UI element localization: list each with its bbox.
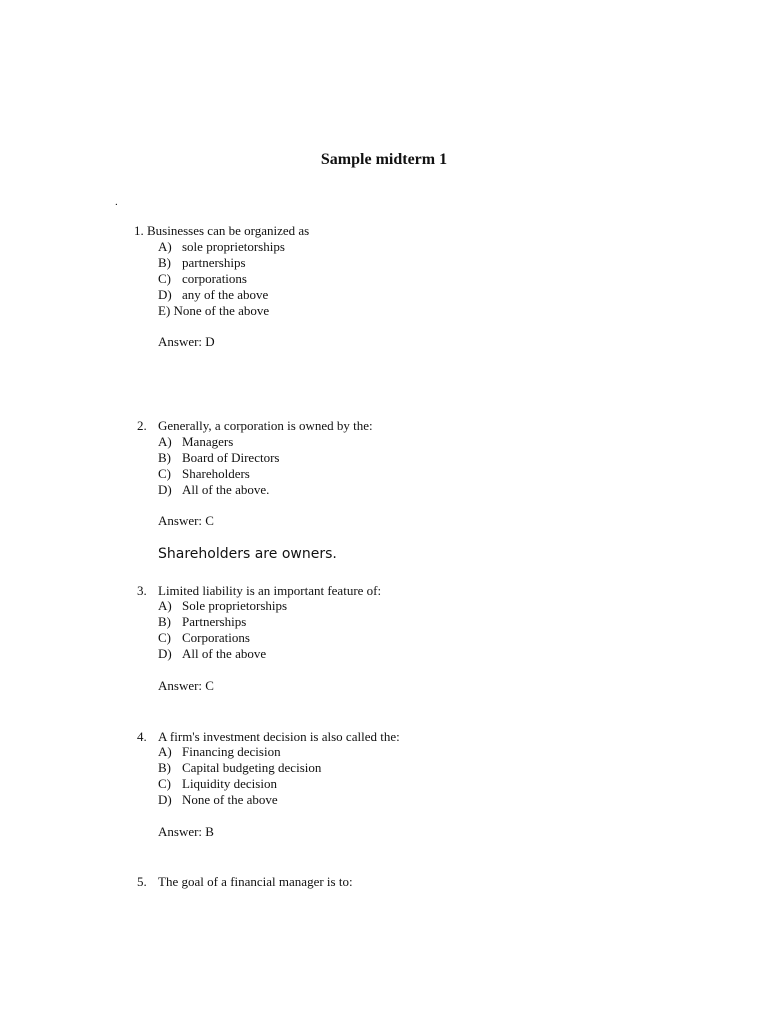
option-a <box>158 434 233 450</box>
option-letter: B) <box>158 450 171 465</box>
question-2-line <box>137 418 373 434</box>
option-text: partnerships <box>182 255 246 270</box>
question-number: 5. <box>137 874 147 889</box>
question-number: 1. <box>134 223 144 238</box>
option-c <box>158 271 247 287</box>
answer: Answer: C <box>158 678 214 693</box>
stray-mark: . <box>115 196 118 208</box>
option-letter: B) <box>158 614 171 629</box>
option-letter: A) <box>158 744 172 759</box>
option-e: E) None of the above <box>158 303 270 318</box>
option-text: Shareholders <box>182 466 250 481</box>
option-letter: B) <box>158 255 171 270</box>
option-d <box>158 646 266 662</box>
option-text: All of the above <box>182 646 267 661</box>
option-letter: A) <box>158 239 172 254</box>
option-letter: D) <box>158 287 172 302</box>
question-text: Businesses can be organized as <box>147 223 310 238</box>
option-a <box>158 239 285 255</box>
question-text: Generally, a corporation is owned by the: <box>158 418 373 433</box>
option-b <box>158 255 246 271</box>
option-letter: B) <box>158 760 171 775</box>
option-d <box>158 482 269 498</box>
option-text: any of the above <box>182 287 269 302</box>
question-text: Limited liability is an important feature of: <box>158 583 382 598</box>
option-d <box>158 792 278 808</box>
option-a <box>158 744 281 760</box>
option-text: Capital budgeting decision <box>182 760 322 775</box>
option-letter: C) <box>158 271 171 286</box>
page-title: Sample midterm 1 <box>320 151 448 168</box>
question-number: 3. <box>137 583 147 598</box>
option-letter: A) <box>158 598 172 613</box>
option-letter: D) <box>158 646 172 661</box>
option-text: Financing decision <box>182 744 281 759</box>
option-letter: D) <box>158 792 172 807</box>
option-text: All of the above. <box>182 482 270 497</box>
question-text: The goal of a financial manager is to: <box>158 874 353 889</box>
answer: Answer: B <box>158 824 214 839</box>
option-text: Liquidity decision <box>182 776 277 791</box>
option-c <box>158 776 277 792</box>
question-4-line <box>137 729 400 745</box>
option-text: Board of Directors <box>182 450 280 465</box>
question-3-line <box>137 583 381 599</box>
option-text: Corporations <box>182 630 250 645</box>
option-a <box>158 598 287 614</box>
option-letter: D) <box>158 482 172 497</box>
answer-note: Shareholders are owners. <box>158 546 337 562</box>
option-text: None of the above <box>182 792 278 807</box>
option-text: Sole proprietorships <box>182 598 288 613</box>
option-c <box>158 630 250 646</box>
question-1-line <box>134 223 309 239</box>
option-d <box>158 287 268 303</box>
option-b <box>158 450 279 466</box>
option-text: Managers <box>182 434 234 449</box>
option-c <box>158 466 250 482</box>
answer: Answer: D <box>158 334 215 349</box>
question-number: 4. <box>137 729 147 744</box>
option-text: corporations <box>182 271 247 286</box>
question-number: 2. <box>137 418 147 433</box>
answer: Answer: C <box>158 513 214 528</box>
option-letter: C) <box>158 776 171 791</box>
question-text: A firm's investment decision is also called the: <box>158 729 400 744</box>
option-b <box>158 760 321 776</box>
option-letter: C) <box>158 466 171 481</box>
option-letter: A) <box>158 434 172 449</box>
option-b <box>158 614 246 630</box>
option-text: sole proprietorships <box>182 239 285 254</box>
option-letter: C) <box>158 630 171 645</box>
question-5-line <box>137 874 353 890</box>
option-text: Partnerships <box>182 614 247 629</box>
